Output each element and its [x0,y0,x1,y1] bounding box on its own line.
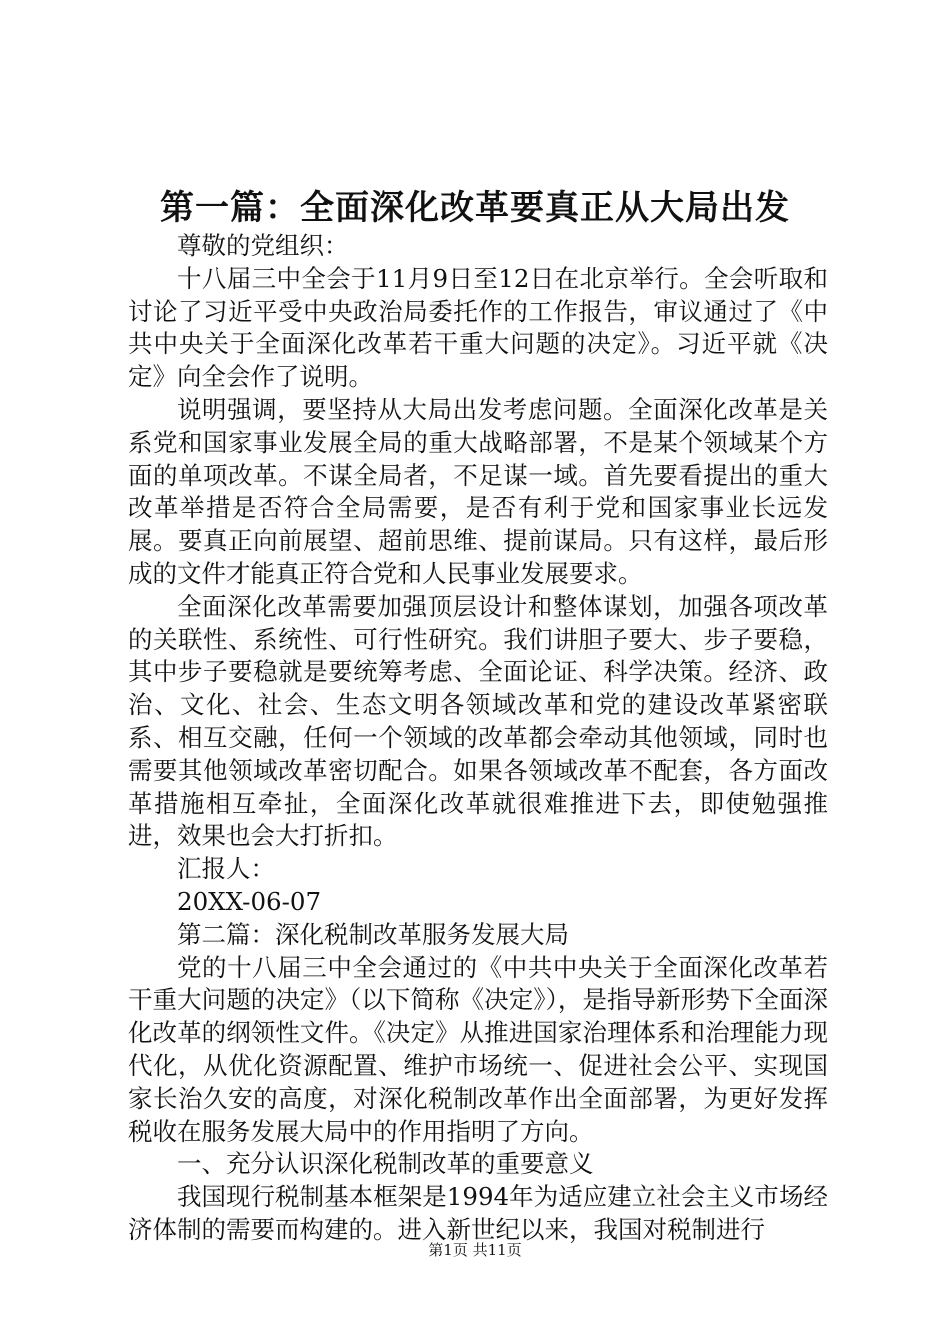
page-footer: 第1页 共11页 [428,1241,522,1259]
document-title: 第一篇：全面深化改革要真正从大局出发 [160,188,790,228]
salutation: 尊敬的党组织： [177,231,349,260]
reporter-label: 汇报人： [177,854,275,884]
document-body [128,230,828,1247]
paragraph-top-level-design: 全面深化改革需要加强顶层设计和整体谋划，加强各项改革的关联性、系统性、可行性研究。我们讲胆子要大、步子要稳，其中步子要稳就是要统筹考虑、全面论证、科学决策。经济、政治、文化、社会、生态文明各领域改革和党的建设改革紧密联系、相互交融，任何一个领域的改革都会牵动其他领域，同时也需要其他领域改革密切配合。如果各领域改革不配套，各方面改革措施相互牵扯，全面深化改革就很难推进下去，即使勉强推进，效果也会大打折扣。 [128,591,828,851]
paragraph-big-picture: 说明强调，要坚持从大局出发考虑问题。全面深化改革是关系党和国家事业发展全局的重大战略部署，不是某个领域某个方面的单项改革。不谋全局者，不足谋一域。首先要看提出的重大改革举措是否符合全局需要，是否有利于党和国家事业长远发展。要真正向前展望、超前思维、提前谋局。只有这样，最后形成的文件才能真正符合党和人民事业发展要求。 [128,394,828,588]
section-heading-1: 一、充分认识深化税制改革的重要意义 [177,1149,594,1179]
report-date: 20XX-06-07 [177,886,322,916]
paragraph-decision-intro: 党的十八届三中全会通过的《中共中央关于全面深化改革若干重大问题的决定》（以下简称《决定》），是指导新形势下全面深化改革的纲领性文件。《决定》从推进国家治理体系和治理能力现代化，从优化资源配置、维护市场统一、促进社会公平、实现国家长治久安的高度，对深化税制改革作出全面部署，为更好发挥税收在服务发展大局中的作用指明了方向。 [128,952,828,1146]
paragraph-session-intro: 十八届三中全会于11月9日至12日在北京举行。全会听取和讨论了习近平受中央政治局委托作的工作报告，审议通过了《中共中央关于全面深化改革若干重大问题的决定》。习近平就《决定》向全会作了说明。 [128,263,828,392]
second-article-heading: 第二篇：深化税制改革服务发展大局 [177,919,569,949]
paragraph-tax-framework: 我国现行税制基本框架是1994年为适应建立社会主义市场经济体制的需要而构建的。进入新世纪以来，我国对税制进行 [128,1182,828,1244]
